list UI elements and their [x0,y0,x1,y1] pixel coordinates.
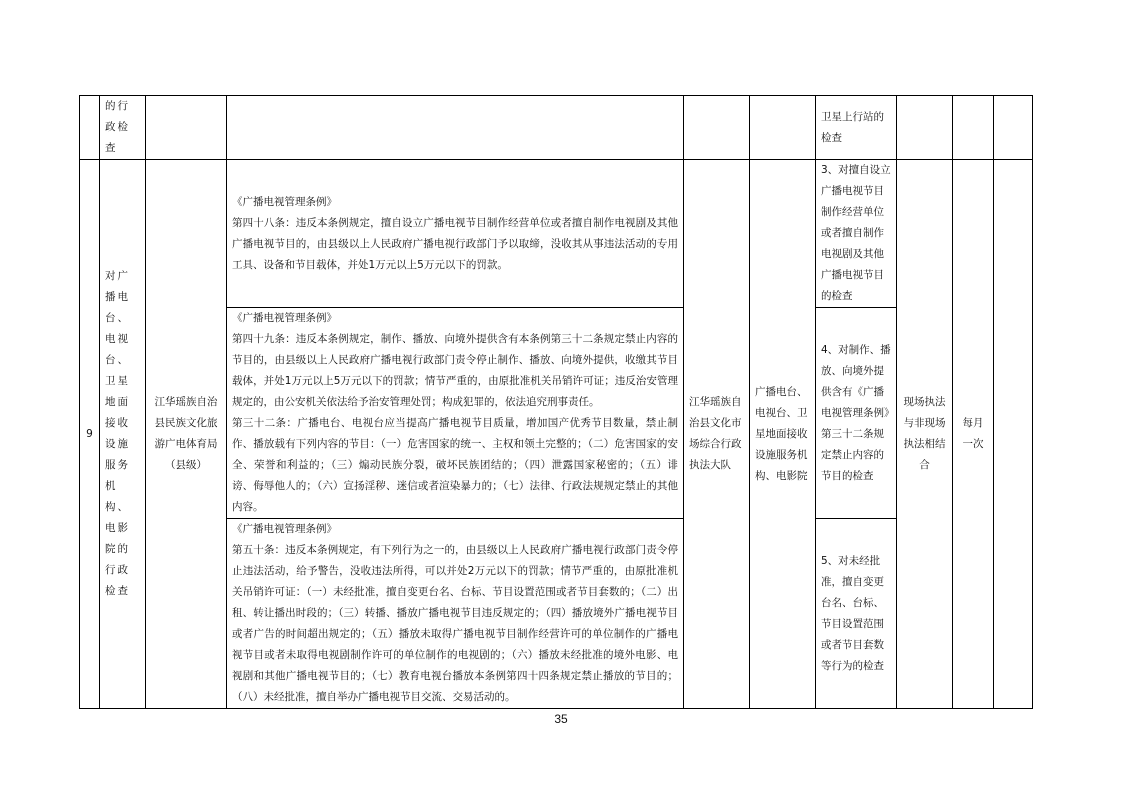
inspection-frequency: 每月一次 [953,160,994,709]
inspection-table [79,95,1033,709]
cell-exec-empty [684,96,750,160]
table-row-continued [80,96,1033,160]
cell-method-empty [897,96,953,160]
inspection-item: 对广播电台、电视台、卫星地面接收设施服务机构、电影院的行政检查 [100,160,146,709]
department: 江华瑶族自治县民族文化旅游广电体育局（县级） [146,160,227,709]
law-title: 《广播电视管理条例》 [232,312,337,324]
law-text: 第四十九条：违反本条例规定，制作、播放、向境外提供含有本条例第三十二条规定禁止内容的节目的，由县级以上人民政府广播电视行政部门责令停止制作、播放、向境外提供，收缴其节目载体，并处1万元以上5万元以下的罚款；情节严重的，由原批准机关吊销许可证；违反治安管理规定的，由公安机关依法给予治安管理处罚；构成犯罪的，依法追究刑事责任。 [232,333,678,408]
law-basis-50 [227,519,684,709]
cell-item-cont: 的行政检查 [100,96,146,160]
law-text-32: 第三十二条：广播电台、电视台应当提高广播电视节目质量，增加国产优秀节目数量，禁止制作、播放载有下列内容的节目：（一）危害国家的统一、主权和领土完整的；（二）危害国家的安全、荣誉和利益的；（三）煽动民族分裂，破坏民族团结的；（四）泄露国家秘密的；（五）诽谤、侮辱他人的；（六）宣扬淫秽、迷信或者渲染暴力的；（七）法律、行政法规规定禁止的其他内容。 [232,417,678,513]
law-basis-48 [227,160,684,308]
cell-note-empty [994,96,1033,160]
inspection-method: 现场执法与非现场执法相结合 [897,160,953,709]
cell-num-empty [80,96,100,160]
cell-dept-empty [146,96,227,160]
law-text: 第五十条：违反本条例规定，有下列行为之一的，由县级以上人民政府广播电视行政部门责令停止违法活动，给予警告，没收违法所得，可以并处2万元以下的罚款；情节严重的，由原批准机关吊销许可证：（一）未经批准，擅自变更台名、台标、节目设置范围或者节目套数的；（二）出租、转让播出时段的；（三）转播、播放广播电视节目违反规定的；（四）播放境外广播电视节目或者广告的时间超出规定的；（五）播放未取得广播电视节目制作经营许可的单位制作的广播电视节目或者未取得电视剧制作许可的单位制作的电视剧的；（六）播放未经批准的境外电影、电视剧和其他广播电视节目的；（七）教育电视台播放本条例第四十四条规定禁止播放的节目的；（八）未经批准，擅自举办广播电视节目交流、交易活动的。 [232,544,678,703]
cell-law-empty [227,96,684,160]
law-title: 《广播电视管理条例》 [232,195,337,208]
cell-content-cont: 卫星上行站的检查 [816,96,897,160]
inspection-content-5: 5、对未经批准，擅自变更台名、台标、节目设置范围或者节目套数等行为的检查 [816,519,897,709]
executor: 江华瑶族自治县文化市场综合行政执法大队 [684,160,750,709]
row-number: 9 [80,160,100,709]
cell-target-empty [750,96,816,160]
inspection-content-3: 3、对擅自设立广播电视节目制作经营单位或者擅自制作电视剧及其他广播电视节目的检查 [816,160,897,308]
table-row-9-a [80,160,1033,308]
law-text: 第四十八条：违反本条例规定，擅自设立广播电视节目制作经营单位或者擅自制作电视剧及其他广播电视节目的，由县级以上人民政府广播电视行政部门予以取缔，没收其从事违法活动的专用工具、设备和节目载体，并处1万元以上5万元以下的罚款。 [232,216,678,271]
law-title: 《广播电视管理条例》 [232,523,337,535]
cell-note-empty [994,160,1033,709]
inspection-target: 广播电台、电视台、卫星地面接收设施服务机构、电影院 [750,160,816,709]
inspection-content-4: 4、对制作、播放、向境外提供含有《广播电视管理条例》第三十二条规定禁止内容的节目的检查 [816,308,897,519]
page-number: 35 [554,712,568,726]
law-basis-49 [227,308,684,519]
cell-freq-empty [953,96,994,160]
